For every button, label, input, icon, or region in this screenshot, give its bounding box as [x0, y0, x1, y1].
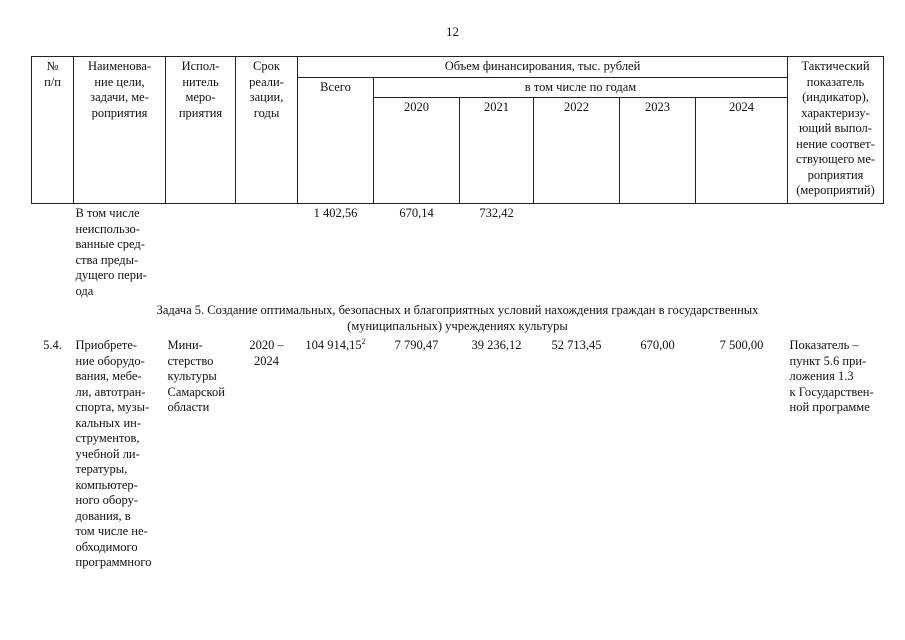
row-5-4-executor: Мини- стерство культуры Самарской области	[167, 338, 225, 414]
row-5-4-indicator: Показатель – пункт 5.6 при- ложения 1.3 к Государствен- ной программе	[789, 338, 874, 414]
header-financing: Объем финансирования, тыс. рублей	[298, 57, 788, 78]
task-5-heading: Задача 5. Создание оптимальных, безопасных и благоприятных условий нахождения граждан в государственных (муниципальных) учреждениях культуры	[156, 303, 759, 333]
header-year-2021: 2021	[460, 98, 534, 204]
header-year-2020: 2020	[374, 98, 460, 204]
row-unused-2021: 732,42	[479, 206, 514, 220]
row-5-4-2021: 39 236,12	[471, 338, 522, 352]
row-unused-name: В том числе неиспользо- ванные сред- ства преды- дущего пери- ода	[75, 206, 147, 298]
row-5-4-total-value: 104 914,15	[305, 338, 362, 352]
header-total: Всего	[298, 77, 374, 204]
page-number: 12	[446, 24, 459, 39]
header-by-years: в том числе по годам	[374, 77, 788, 98]
footnote-marker: 2	[361, 336, 366, 346]
header-executor: Испол- нитель меро- приятия	[166, 57, 236, 204]
task-5-row	[32, 301, 884, 336]
row-5-4-total	[298, 336, 374, 573]
row-5-4-2020: 7 790,47	[394, 338, 439, 352]
row-5-4-term: 2020 – 2024	[249, 338, 284, 368]
header-indicator: Тактический показатель (индикатор), характеризу- ющий выпол- нение соответ- ствующего ме- роприятия (мероприятий)	[788, 57, 884, 204]
header-name: Наименова- ние цели, задачи, ме- роприятия	[74, 57, 166, 204]
header-term: Срок реали- зации, годы	[236, 57, 298, 204]
row-5-4-2024: 7 500,00	[719, 338, 764, 352]
header-year-2023: 2023	[620, 98, 696, 204]
table-row-unused-funds	[32, 204, 884, 302]
header-year-2022: 2022	[534, 98, 620, 204]
header-number: № п/п	[32, 57, 74, 204]
header-year-2024: 2024	[696, 98, 788, 204]
financing-table	[31, 56, 884, 573]
row-5-4-number: 5.4.	[43, 338, 62, 352]
row-unused-2020: 670,14	[399, 206, 434, 220]
row-5-4-name: Приобрете- ние оборудо- вания, мебе- ли, автотран- спорта, музы- кальных ин- струментов, учебной ли- тературы, компьютер- ного обору- дования, в том числе не- обходимого программного	[75, 338, 152, 569]
row-5-4-2022: 52 713,45	[551, 338, 602, 352]
row-5-4-2023: 670,00	[640, 338, 675, 352]
row-unused-total: 1 402,56	[313, 206, 358, 220]
table-row-5-4	[32, 336, 884, 573]
